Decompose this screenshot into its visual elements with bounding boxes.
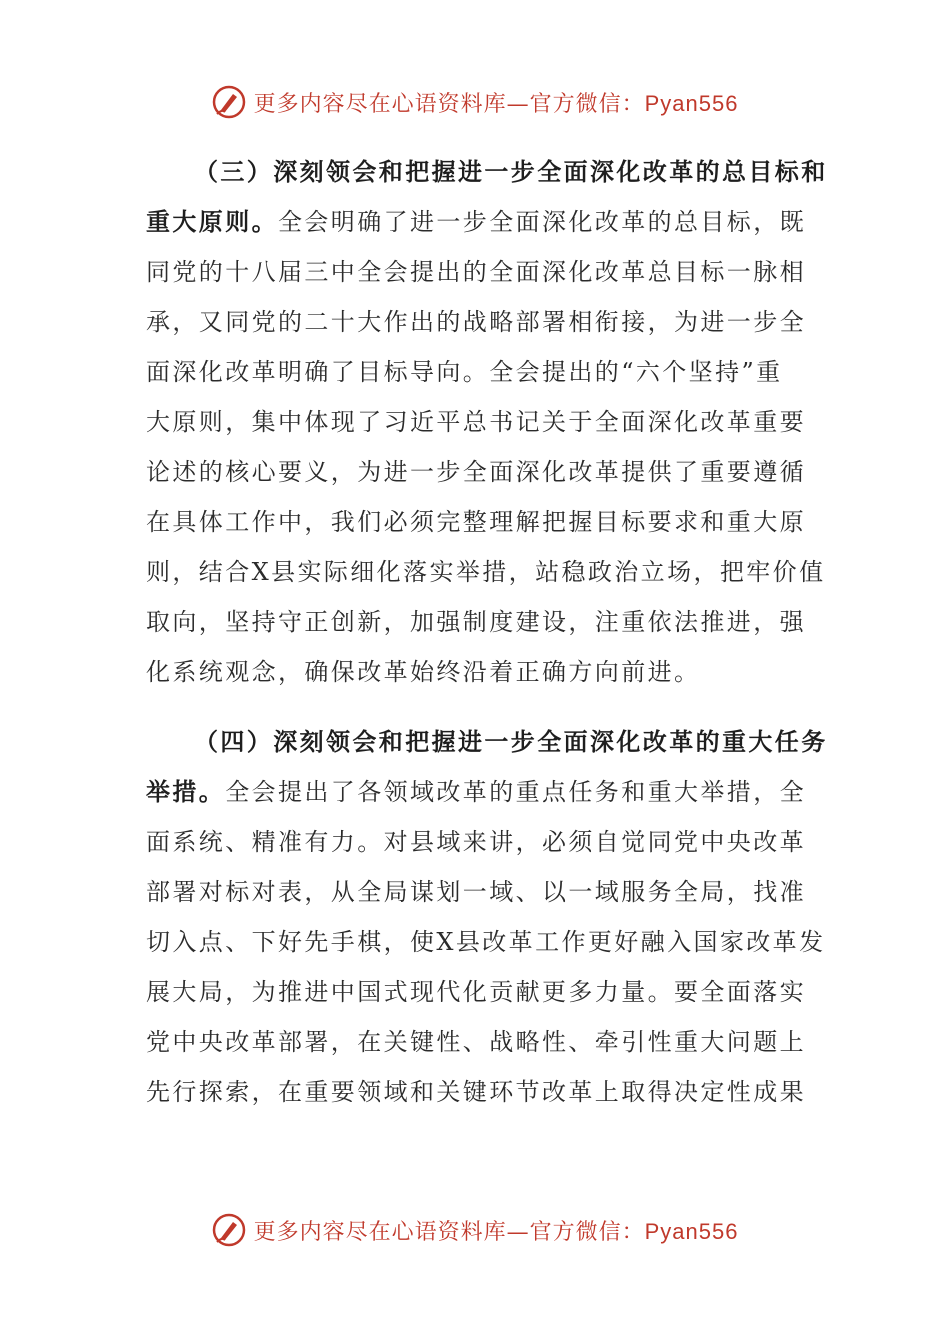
body-text: 在具体工作中，我们必须完整理解把握目标要求和重大原 [146,508,806,536]
text-line [146,967,806,1017]
banner-label: 更多内容尽在心语资料库—官方微信： [253,91,645,117]
heading-text: 重大原则。 [146,207,278,236]
text-line [146,197,806,247]
heading-text: （三）深刻领会和把握进一步全面深化改革的总目标和 [194,157,828,186]
paragraph [146,147,828,697]
document-body [146,147,828,1117]
body-text: 全会提出了各领域改革的重点任务和重大举措，全 [225,778,807,806]
body-text: 承，又同党的二十大作出的战略部署相衔接，为进一步全 [146,308,806,336]
paragraph [146,717,828,1117]
body-text: 同党的十八届三中全会提出的全面深化改革总目标一脉相 [146,258,806,286]
body-text: 取向，坚持守正创新，加强制度建设，注重依法推进，强 [146,608,806,636]
body-text: 大原则，集中体现了习近平总书记关于全面深化改革重要 [146,408,806,436]
text-line [146,817,806,867]
text-line [146,867,806,917]
header-banner [0,82,950,122]
body-text: 展大局，为推进中国式现代化贡献更多力量。要全面落实 [146,978,806,1006]
text-line [146,767,806,817]
banner-label: 更多内容尽在心语资料库—官方微信： [253,1219,645,1245]
text-line [146,147,828,197]
text-line [146,447,806,497]
banner-handle: Pyan556 [644,90,739,116]
text-line [146,647,806,697]
body-text: 化系统观念，确保改革始终沿着正确方向前进。 [146,658,701,686]
body-text: 部署对标对表，从全局谋划一域、以一域服务全局，找准 [146,878,806,906]
text-line [146,347,806,397]
text-line [146,917,826,967]
body-text: 党中央改革部署，在关键性、战略性、牵引性重大问题上 [146,1028,806,1056]
text-line [146,1017,806,1067]
heading-text: 举措。 [146,777,226,806]
body-text: 全会明确了进一步全面深化改革的总目标，既 [278,208,806,236]
body-text: 论述的核心要义，为进一步全面深化改革提供了重要遵循 [146,458,806,486]
text-line [146,547,826,597]
body-text: 面深化改革明确了目标导向。全会提出的“六个坚持”重 [146,358,783,386]
pen-nib-logo-icon [212,1213,246,1247]
text-line [146,397,806,447]
body-text: 切入点、下好先手棋，使X县改革工作更好融入国家改革发 [146,928,826,956]
text-line [146,297,806,347]
text-line [146,247,806,297]
heading-text: （四）深刻领会和把握进一步全面深化改革的重大任务 [194,727,828,756]
paragraph-gap [146,697,806,717]
body-text: 先行探索，在重要领域和关键环节改革上取得决定性成果 [146,1078,806,1106]
banner-text [254,1215,739,1246]
banner-text [254,87,739,118]
pen-nib-logo-icon [212,85,246,119]
body-text: 则，结合X县实际细化落实举措，站稳政治立场，把牢价值 [146,558,826,586]
text-line [146,1067,806,1117]
footer-banner [0,1210,950,1250]
body-text: 面系统、精准有力。对县域来讲，必须自觉同党中央改革 [146,828,806,856]
text-line [146,497,806,547]
text-line [146,717,828,767]
banner-handle: Pyan556 [644,1218,739,1244]
text-line [146,597,806,647]
